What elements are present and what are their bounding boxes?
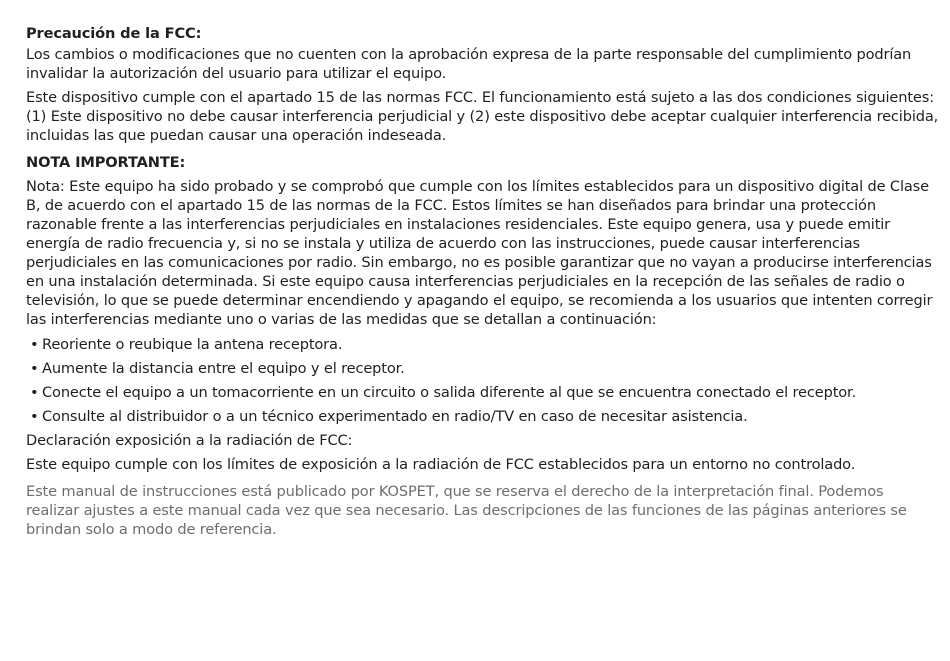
list-item-text: Consulte al distribuidor o a un técnico experimentado en radio/TV en caso de necesitar asistencia.: [42, 408, 748, 425]
fcc-caution-paragraph-1: Los cambios o modificaciones que no cuenten con la aprobación expresa de la parte responsable del cumplimiento podrían invalidar la autorización del usuario para utilizar el equipo.: [26, 46, 912, 82]
important-note-heading: NOTA IMPORTANTE:: [26, 154, 186, 171]
list-item: [26, 407, 940, 426]
list-item: [26, 335, 940, 354]
fcc-caution-heading: Precaución de la FCC:: [26, 25, 202, 42]
manual-disclaimer: Este manual de instrucciones está publicado por KOSPET, que se reserva el derecho de la interpretación final. Podemos realizar ajustes a este manual cada vez que sea necesario. Las descripciones de las funciones de las páginas anteriores se brindan solo a modo de referencia.: [26, 483, 907, 538]
list-item-text: Reoriente o reubique la antena receptora.: [42, 336, 343, 353]
bullet-icon: •: [30, 408, 39, 425]
list-item: [26, 383, 940, 402]
list-item-text: Aumente la distancia entre el equipo y el receptor.: [42, 360, 405, 377]
bullet-icon: •: [30, 360, 39, 377]
important-note-paragraph: Nota: Este equipo ha sido probado y se comprobó que cumple con los límites establecidos para un dispositivo digital de Clase B, de acuerdo con el apartado 15 de las normas de la FCC. Estos límites se han diseñados para brindar una protección razonable frente a las interferencias perjudiciales en instalaciones residenciales. Este equipo genera, usa y puede emitir energía de radio frecuencia y, si no se instala y utiliza de acuerdo con las instrucciones, puede causar interferencias perjudiciales en las comunicaciones por radio. Sin embargo, no es posible garantizar que no vayan a producirse interferencias en una instalación determinada. Si este equipo causa interferencias perjudiciales en la recepción de las señales de radio o televisión, lo que se puede determinar encendiendo y apagando el equipo, se recomienda a los usuarios que intenten corregir las interferencias mediante uno o varias de las medidas que se detallan a continuación:: [26, 178, 933, 328]
interference-measures-list: [26, 335, 940, 426]
fcc-caution-paragraph-2: Este dispositivo cumple con el apartado 15 de las normas FCC. El funcionamiento está sujeto a las dos condiciones siguientes: (1) Este dispositivo no debe causar interferencia perjudicial y (2) este dispositivo debe aceptar cualquier interferencia recibida, incluidas las que puedan causar una operación indeseada.: [26, 89, 939, 144]
radiation-exposure-paragraph: Este equipo cumple con los límites de exposición a la radiación de FCC establecidos para un entorno no controlado.: [26, 456, 856, 473]
bullet-icon: •: [30, 384, 39, 401]
radiation-exposure-heading: Declaración exposición a la radiación de FCC:: [26, 432, 353, 449]
bullet-icon: •: [30, 336, 39, 353]
list-item-text: Conecte el equipo a un tomacorriente en un circuito o salida diferente al que se encuentra conectado el receptor.: [42, 384, 857, 401]
list-item: [26, 359, 940, 378]
